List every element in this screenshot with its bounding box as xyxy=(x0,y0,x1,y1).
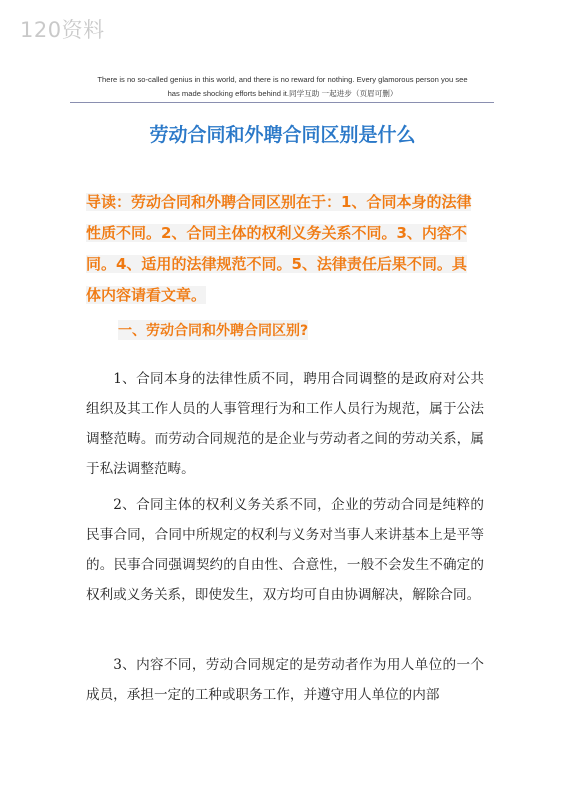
section-heading-1: 一、劳动合同和外聘合同区别? xyxy=(118,320,308,340)
header-line-1: There is no so-called genius in this world, and there is no reward for nothing. Every glamorous person you see xyxy=(97,75,468,84)
body-paragraph-2: 2、合同主体的权利义务关系不同，企业的劳动合同是纯粹的民事合同，合同中所规定的权利与义务对当事人来讲基本上是平等的。民事合同强调契约的自由性、合意性，一般不会发生不确定的权利或义务关系，即使发生，双方均可自由协调解决，解除合同。 xyxy=(86,497,484,603)
page-header-note xyxy=(60,73,505,101)
document-title: 劳动合同和外聘合同区别是什么 xyxy=(149,124,416,146)
header-rule xyxy=(70,102,494,103)
lead-summary xyxy=(86,187,481,311)
body-paragraph-1: 1、合同本身的法律性质不同，聘用合同调整的是政府对公共组织及其工作人员的人事管理行为和工作人员行为规范，属于公法调整范畴。而劳动合同规范的是企业与劳动者之间的劳动关系，属于私法调整范畴。 xyxy=(86,371,484,477)
watermark: 120资料 xyxy=(20,18,105,42)
lead-summary-text: 导读：劳动合同和外聘合同区别在于：1、合同本身的法律性质不同。2、合同主体的权利义务关系不同。3、内容不同。4、适用的法律规范不同。5、法律责任后果不同。具体内容请看文章。 xyxy=(86,193,472,304)
body-paragraph-3: 3、内容不同，劳动合同规定的是劳动者作为用人单位的一个成员，承担一定的工种或职务工作，并遵守用人单位的内部 xyxy=(86,657,484,703)
header-line-2: has made shocking efforts behind it.同学互助 一起进步（页眉可删） xyxy=(167,89,398,98)
